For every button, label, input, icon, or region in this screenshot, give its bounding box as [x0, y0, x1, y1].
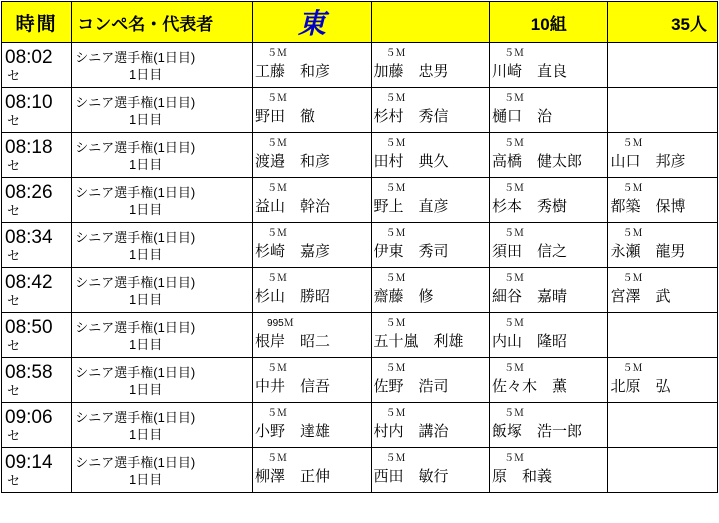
header-player-count: 35人	[608, 2, 718, 43]
tee-marker: ５Ｍ	[622, 182, 643, 194]
player-cell	[371, 358, 489, 403]
player-name: 川崎 直良	[492, 62, 568, 80]
competition-name: シニア選手権(1日目)	[75, 364, 196, 380]
competition-day: 1日目	[129, 471, 163, 487]
competition-day: 1日目	[129, 381, 163, 397]
start-time-sheet	[0, 1, 719, 523]
competition-name: シニア選手権(1日目)	[75, 94, 196, 110]
player-cell	[253, 223, 371, 268]
tee-marker: ５Ｍ	[385, 407, 406, 419]
tee-marker: ５Ｍ	[267, 137, 288, 149]
player-cell	[608, 313, 718, 358]
player-name: 工藤 和彦	[255, 62, 331, 80]
tee-time-value: 08:58	[5, 362, 53, 383]
tee-time-sub: セ	[7, 383, 21, 398]
player-name: 齋藤 修	[373, 287, 434, 305]
tee-time-cell	[2, 448, 72, 493]
player-cell	[253, 133, 371, 178]
tee-time-value: 09:06	[5, 407, 53, 428]
tee-marker: ５Ｍ	[504, 317, 524, 329]
player-cell	[371, 448, 489, 493]
player-cell	[253, 403, 371, 448]
table-row	[2, 223, 718, 268]
competition-cell	[72, 133, 253, 178]
player-name: 高橋 健太郎	[492, 152, 583, 170]
player-name: 小野 達雄	[255, 422, 331, 440]
player-cell	[371, 133, 489, 178]
tee-time-sub: セ	[7, 113, 21, 128]
competition-day: 1日目	[129, 336, 163, 352]
tee-marker: ５Ｍ	[267, 452, 288, 464]
tee-time-cell	[2, 358, 72, 403]
tee-marker: ５Ｍ	[385, 182, 406, 194]
competition-cell	[72, 403, 253, 448]
tee-time-sub: セ	[7, 158, 21, 173]
table-row	[2, 358, 718, 403]
tee-time-value: 08:10	[5, 92, 53, 113]
competition-day: 1日目	[129, 426, 163, 442]
player-name: 野田 徹	[255, 107, 316, 125]
player-name: 五十嵐 利雄	[373, 332, 464, 350]
competition-day: 1日目	[129, 111, 163, 127]
tee-time-value: 08:34	[5, 227, 53, 248]
tee-time-cell	[2, 403, 72, 448]
player-cell	[371, 268, 489, 313]
player-name: 加藤 忠男	[373, 62, 449, 80]
tee-time-sub: セ	[7, 293, 21, 308]
player-cell	[371, 313, 489, 358]
player-cell	[253, 88, 371, 133]
tee-marker: ５Ｍ	[385, 317, 406, 329]
player-name: 杉崎 嘉彦	[255, 242, 331, 260]
player-name: 須田 信之	[492, 242, 568, 260]
competition-day: 1日目	[129, 201, 163, 217]
tee-marker: ５Ｍ	[504, 452, 524, 464]
tee-time-cell	[2, 178, 72, 223]
player-cell	[371, 178, 489, 223]
tee-time-table	[1, 1, 718, 493]
player-name: 原 和義	[492, 467, 553, 485]
tee-marker: ５Ｍ	[267, 272, 288, 284]
tee-time-sub: セ	[7, 428, 21, 443]
competition-day: 1日目	[129, 291, 163, 307]
tee-marker: ５Ｍ	[504, 272, 524, 284]
player-cell	[253, 178, 371, 223]
table-row	[2, 133, 718, 178]
table-row	[2, 448, 718, 493]
tee-marker: ５Ｍ	[385, 137, 406, 149]
table-row	[2, 403, 718, 448]
tee-time-value: 08:26	[5, 182, 53, 203]
table-row	[2, 43, 718, 88]
player-cell	[371, 223, 489, 268]
player-cell	[608, 223, 718, 268]
tee-marker: ５Ｍ	[267, 47, 288, 59]
tee-marker: ５Ｍ	[267, 92, 288, 104]
player-cell	[371, 43, 489, 88]
table-row	[2, 178, 718, 223]
player-cell	[608, 178, 718, 223]
player-name: 田村 典久	[373, 152, 449, 170]
player-name: 永瀬 龍男	[610, 242, 686, 260]
table-row	[2, 268, 718, 313]
tee-time-cell	[2, 223, 72, 268]
player-cell	[253, 313, 371, 358]
tee-marker: ５Ｍ	[385, 272, 406, 284]
player-cell	[490, 88, 608, 133]
header-competition: コンペ名・代表者	[72, 2, 253, 43]
tee-time-sub: セ	[7, 68, 21, 83]
tee-time-value: 09:14	[5, 452, 53, 473]
player-name: 杉本 秀樹	[492, 197, 568, 215]
competition-name: シニア選手権(1日目)	[75, 139, 196, 155]
player-cell	[608, 133, 718, 178]
player-name: 内山 隆昭	[492, 332, 568, 350]
tee-marker: ５Ｍ	[385, 92, 406, 104]
player-name: 都築 保博	[610, 197, 686, 215]
tee-marker: ５Ｍ	[267, 227, 288, 239]
table-row	[2, 313, 718, 358]
player-cell	[253, 43, 371, 88]
tee-marker: ５Ｍ	[267, 407, 288, 419]
tee-time-sub: セ	[7, 248, 21, 263]
competition-day: 1日目	[129, 156, 163, 172]
tee-time-value: 08:50	[5, 317, 53, 338]
header-group-count: 10組	[490, 2, 608, 43]
competition-day: 1日目	[129, 246, 163, 262]
tee-marker: ５Ｍ	[504, 182, 524, 194]
player-name: 西田 敏行	[373, 467, 449, 485]
tee-marker: ５Ｍ	[622, 362, 643, 374]
player-cell	[608, 268, 718, 313]
player-cell	[490, 178, 608, 223]
player-name: 山口 邦彦	[610, 152, 686, 170]
player-name: 佐々木 薫	[492, 377, 568, 395]
competition-cell	[72, 43, 253, 88]
competition-cell	[72, 88, 253, 133]
tee-time-cell	[2, 313, 72, 358]
tee-marker: ５Ｍ	[385, 227, 406, 239]
player-cell	[490, 43, 608, 88]
competition-cell	[72, 223, 253, 268]
competition-cell	[72, 358, 253, 403]
player-cell	[371, 403, 489, 448]
tee-marker: ５Ｍ	[622, 137, 643, 149]
tee-marker: ５Ｍ	[504, 47, 524, 59]
tee-marker: ５Ｍ	[504, 137, 524, 149]
tee-time-cell	[2, 43, 72, 88]
player-name: 樋口 治	[492, 107, 553, 125]
tee-time-value: 08:02	[5, 47, 53, 68]
player-name: 佐野 浩司	[373, 377, 449, 395]
tee-marker: ５Ｍ	[267, 362, 288, 374]
player-cell	[253, 358, 371, 403]
player-cell	[608, 448, 718, 493]
competition-name: シニア選手権(1日目)	[75, 454, 196, 470]
player-cell	[608, 88, 718, 133]
player-name: 飯塚 浩一郎	[492, 422, 583, 440]
tee-marker: ５Ｍ	[504, 227, 524, 239]
competition-name: シニア選手権(1日目)	[75, 409, 196, 425]
header-time: 時間	[2, 2, 72, 43]
competition-name: シニア選手権(1日目)	[75, 274, 196, 290]
player-cell	[490, 223, 608, 268]
player-cell	[490, 403, 608, 448]
tee-time-cell	[2, 268, 72, 313]
tee-marker: ５Ｍ	[622, 227, 643, 239]
player-cell	[490, 268, 608, 313]
header-course: 東	[253, 2, 371, 43]
header-course-spacer	[371, 2, 489, 43]
competition-name: シニア選手権(1日目)	[75, 184, 196, 200]
tee-marker: ５Ｍ	[385, 47, 406, 59]
tee-marker: ５Ｍ	[385, 362, 406, 374]
competition-name: シニア選手権(1日目)	[75, 49, 196, 65]
competition-cell	[72, 178, 253, 223]
player-cell	[371, 88, 489, 133]
competition-day: 1日目	[129, 66, 163, 82]
tee-marker: ５Ｍ	[504, 92, 524, 104]
player-name: 宮澤 武	[610, 287, 671, 305]
player-cell	[490, 448, 608, 493]
player-name: 益山 幹治	[255, 197, 331, 215]
tee-marker: ５Ｍ	[385, 452, 406, 464]
tee-marker: ５Ｍ	[622, 272, 643, 284]
player-name: 根岸 昭二	[255, 332, 331, 350]
player-name: 伊東 秀司	[373, 242, 449, 260]
tee-time-cell	[2, 133, 72, 178]
player-name: 渡邉 和彦	[255, 152, 331, 170]
tee-marker: ５Ｍ	[504, 407, 524, 419]
player-name: 杉山 勝昭	[255, 287, 331, 305]
player-name: 杉村 秀信	[373, 107, 449, 125]
tee-marker: ５Ｍ	[504, 362, 524, 374]
tee-time-sub: セ	[7, 203, 21, 218]
player-name: 細谷 嘉晴	[492, 287, 568, 305]
competition-name: シニア選手権(1日目)	[75, 319, 196, 335]
player-name: 中井 信吾	[255, 377, 331, 395]
competition-cell	[72, 268, 253, 313]
tee-time-value: 08:42	[5, 272, 53, 293]
table-row	[2, 88, 718, 133]
player-cell	[490, 313, 608, 358]
tee-time-sub: セ	[7, 473, 21, 488]
player-cell	[608, 403, 718, 448]
tee-time-value: 08:18	[5, 137, 53, 158]
player-name: 村内 講治	[373, 422, 449, 440]
tee-marker: ５Ｍ	[267, 182, 288, 194]
player-name: 柳澤 正伸	[255, 467, 331, 485]
player-cell	[253, 268, 371, 313]
player-name: 野上 直彦	[373, 197, 449, 215]
competition-cell	[72, 448, 253, 493]
player-cell	[608, 358, 718, 403]
player-name: 北原 弘	[610, 377, 671, 395]
table-header-row	[2, 2, 718, 43]
player-cell	[608, 43, 718, 88]
competition-cell	[72, 313, 253, 358]
player-cell	[253, 448, 371, 493]
tee-marker: 995Ｍ	[267, 317, 294, 329]
tee-time-sub: セ	[7, 338, 21, 353]
competition-name: シニア選手権(1日目)	[75, 229, 196, 245]
tee-time-cell	[2, 88, 72, 133]
player-cell	[490, 358, 608, 403]
player-cell	[490, 133, 608, 178]
